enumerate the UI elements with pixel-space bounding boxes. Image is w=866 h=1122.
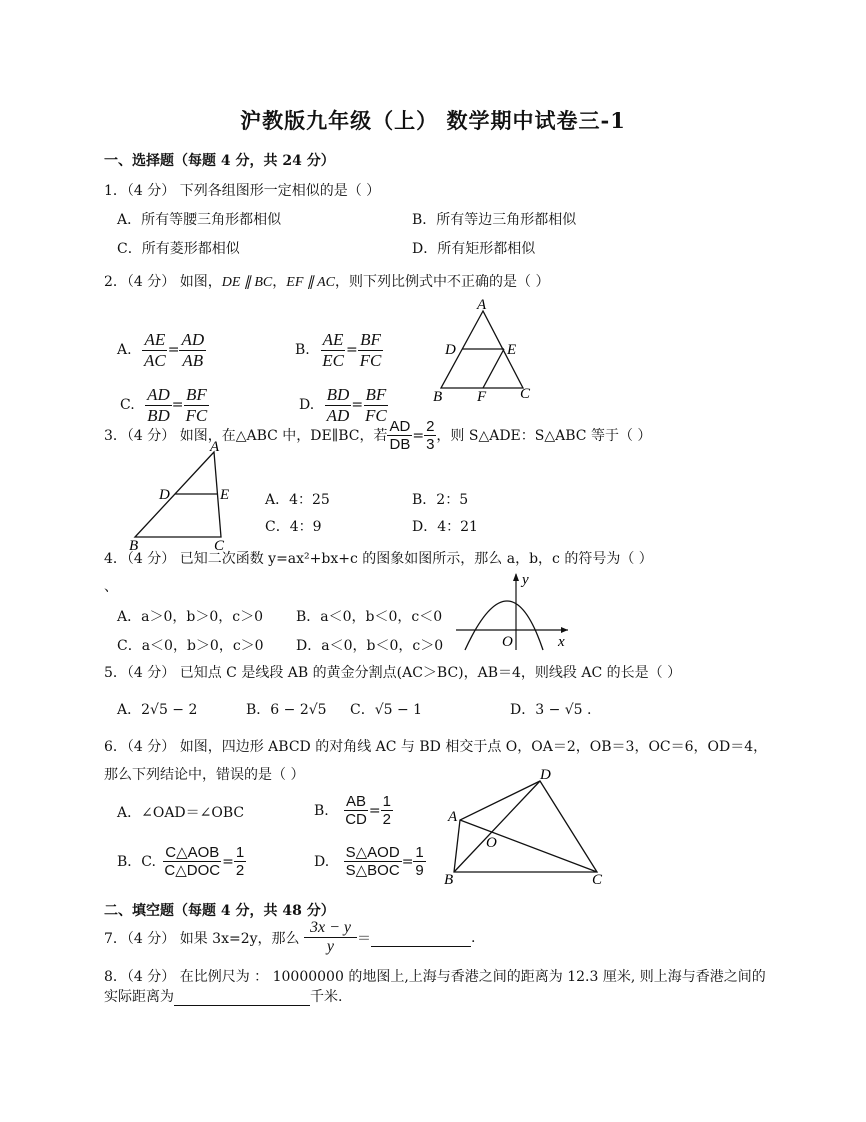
- q6-option-b[interactable]: B. $\frac{AB}{CD}$ = $\frac{1}{2}$: [314, 793, 391, 829]
- q8-answer-blank[interactable]: [174, 988, 310, 1006]
- diagonal-ac: [460, 820, 597, 872]
- frac-num: AD: [181, 330, 205, 349]
- q2-option-c-label: C.: [120, 397, 135, 414]
- frac-den: 3: [426, 436, 435, 454]
- q3-option-a[interactable]: A．4：25: [265, 492, 330, 508]
- frac-den: FC: [359, 350, 382, 370]
- point-label: A: [448, 809, 458, 825]
- q2-condition-2: EF ∥ AC: [286, 275, 336, 290]
- q6-option-c-label: B．C.: [117, 853, 156, 870]
- frac-num: AB: [346, 793, 367, 810]
- q2-stem-post: ，则下列比例式中不正确的是（ ）: [335, 274, 550, 290]
- q5-option-d[interactable]: D．3 − √5 .: [510, 702, 592, 718]
- q2-option-b[interactable]: [295, 330, 383, 370]
- q1-option-c[interactable]: C．所有菱形都相似: [117, 241, 240, 257]
- q1-option-b[interactable]: B．所有等边三角形都相似: [412, 212, 577, 228]
- segment-ef: [483, 349, 504, 388]
- q2-option-d-label: D.: [299, 397, 315, 414]
- q2-option-a[interactable]: [117, 330, 206, 370]
- point-label: A: [210, 440, 220, 455]
- q3-option-d[interactable]: D．4：21: [412, 519, 478, 535]
- q4-parabola-figure: [450, 570, 575, 652]
- q6-stem-line1: 6．（4 分） 如图，四边形 ABCD 的对角线 AC 与 BD 相交于点 O，OA＝2，OB＝3，OC＝6，OD＝4，: [104, 739, 768, 755]
- frac-den: AC: [144, 350, 166, 370]
- frac-den: AD: [326, 405, 350, 425]
- q4-option-c[interactable]: C．a＜0，b＞0，c＞0: [117, 638, 264, 654]
- axis-label: x: [558, 634, 565, 650]
- frac-den: CD: [345, 811, 367, 829]
- point-label: D: [159, 487, 170, 503]
- q3-triangle-figure: [125, 440, 245, 552]
- q8-line1: 8．（4 分） 在比例尺为 ： 10000000 的地图上,上海与香港之间的距离为 12.3 厘米, 则上海与香港之间的: [104, 969, 766, 985]
- q2-triangle-figure: [425, 295, 545, 405]
- q1-option-d[interactable]: D．所有矩形都相似: [412, 241, 536, 257]
- point-label: A: [477, 297, 487, 313]
- frac-num: 3x − y: [304, 919, 357, 938]
- equals-sign: =: [167, 342, 180, 359]
- frac-num: C△AOB: [165, 844, 220, 861]
- q5-option-a[interactable]: A．2√5 − 2: [117, 702, 198, 718]
- q6-stem-line2: 那么下列结论中，错误的是（ ）: [104, 767, 305, 783]
- q4-option-a[interactable]: A．a＞0，b＞0，c＞0: [117, 609, 263, 625]
- point-label: E: [220, 487, 230, 503]
- q4-stray-mark: 、: [104, 579, 118, 595]
- frac-den: 2: [382, 811, 391, 829]
- q3-stem: 3．（4 分） 如图，在△ABC 中，DE∥BC，若 $\frac{AD}{DB}$ = $\frac{2}{3}$ ，则 S△ADE：S△ABC 等于（ ）: [104, 418, 652, 454]
- frac-den: 9: [415, 862, 424, 880]
- frac-den: S△BOC: [345, 862, 400, 880]
- diagonal-bd: [454, 781, 540, 872]
- point-label: B: [444, 872, 454, 888]
- frac-num: AD: [389, 418, 411, 435]
- q2-option-b-label: B.: [295, 342, 310, 359]
- axis-label: O: [502, 634, 513, 650]
- q7-equals: ＝: [356, 930, 371, 947]
- frac-num: 2: [426, 418, 435, 435]
- q7-end: .: [470, 929, 476, 946]
- point-label: O: [486, 835, 497, 851]
- frac-den: DB: [389, 436, 411, 454]
- q7-stem: 7．（4 分） 如果 3x=2y，那么: [104, 930, 300, 947]
- q3-option-c[interactable]: C．4：9: [265, 519, 322, 535]
- frac-num: BF: [360, 330, 381, 349]
- point-label: C: [592, 872, 603, 888]
- q5-stem: 5．（4 分） 已知点 C 是线段 AB 的黄金分割点(AC＞BC)，AB＝4，则线段 AC 的长是（ ）: [104, 665, 682, 681]
- q8-line2: [104, 986, 342, 1006]
- q6-option-a[interactable]: A．∠OAD＝∠OBC: [117, 805, 245, 821]
- q6-option-c[interactable]: B．C. $\frac{\text{C△AOB}}{\text{C△DOC}}$ = $\frac{1}{2}$: [117, 844, 245, 880]
- point-label: C: [520, 386, 531, 402]
- q7-answer-blank[interactable]: [371, 928, 471, 947]
- point-label: C: [214, 538, 225, 552]
- frac-den: y: [326, 938, 335, 956]
- frac-num: AE: [144, 330, 166, 349]
- q8-line2-pre: 实际距离为: [104, 989, 174, 1005]
- q2-stem: 2．（4 分） 如图，DE ∥ BC，EF ∥ AC，则下列比例式中不正确的是（ ）: [104, 274, 550, 290]
- axis-label: y: [522, 572, 529, 588]
- y-axis-arrow: [513, 573, 519, 581]
- page-title: 沪教版九年级（上） 数学期中试卷三-1: [240, 108, 626, 133]
- frac-den: FC: [185, 405, 208, 425]
- frac-num: 1: [235, 844, 245, 861]
- frac-den: EC: [322, 350, 344, 370]
- frac-num: BF: [186, 385, 207, 404]
- q4-option-d[interactable]: D．a＜0，b＜0，c＞0: [296, 638, 444, 654]
- frac-den: FC: [365, 405, 387, 425]
- equals-sign: =: [171, 397, 184, 414]
- frac-num: AE: [322, 330, 344, 349]
- q1-stem: 1．（4 分） 下列各组图形一定相似的是（ ）: [104, 183, 381, 199]
- q6-option-d[interactable]: D. $\frac{\text{S△AOD}}{\text{S△BOC}}$ = $\frac{1}{9}$: [314, 844, 424, 880]
- point-label: B: [433, 389, 443, 405]
- q8-line2-post: 千米.: [310, 989, 343, 1005]
- frac-num: BD: [326, 385, 350, 404]
- frac-num: BF: [365, 385, 387, 404]
- x-axis-arrow: [561, 627, 568, 633]
- q4-option-b[interactable]: B．a＜0，b＜0，c＜0: [296, 609, 443, 625]
- q3-option-b[interactable]: B．2：5: [412, 492, 469, 508]
- section-fill-heading: 二、填空题（每题 4 分，共 48 分）: [104, 903, 335, 919]
- point-label: F: [477, 389, 487, 405]
- frac-den: 2: [235, 862, 245, 880]
- q1-option-a[interactable]: A．所有等腰三角形都相似: [117, 212, 282, 228]
- section-choice-heading: 一、选择题（每题 4 分，共 24 分）: [104, 153, 335, 169]
- frac-num: AD: [147, 385, 170, 404]
- q2-option-a-label: A.: [117, 342, 132, 359]
- frac-num: S△AOD: [345, 844, 400, 861]
- q3-stem-post: ，则 S△ADE：S△ABC 等于（ ）: [436, 427, 652, 444]
- frac-den: BD: [147, 405, 170, 425]
- q5-option-b[interactable]: B．6 − 2√5: [246, 702, 327, 718]
- frac-den: AB: [182, 350, 204, 370]
- q3-stem-pre: 3．（4 分） 如图，在△ABC 中，DE∥BC，若: [104, 427, 388, 444]
- equals-sign: =: [345, 342, 358, 359]
- q6-quadrilateral-figure: [440, 765, 615, 890]
- frac-num: 1: [415, 844, 424, 861]
- q7: [104, 919, 475, 957]
- frac-den: C△DOC: [164, 862, 221, 880]
- frac-num: 1: [382, 793, 391, 810]
- q2-condition-1: DE ∥ BC: [221, 275, 273, 290]
- q6-option-b-label: B.: [314, 802, 329, 819]
- point-label: D: [540, 767, 551, 783]
- point-label: E: [507, 342, 517, 358]
- q5-option-c[interactable]: C．√5 − 1: [350, 702, 423, 718]
- q6-option-d-label: D.: [314, 853, 330, 870]
- point-label: B: [129, 538, 139, 552]
- q4-stem: 4．（4 分） 已知二次函数 y=ax²+bx+c 的图象如图所示，那么 a，b，c 的符号为（ ）: [104, 551, 653, 567]
- q2-stem-pre: 2．（4 分） 如图，: [104, 274, 222, 290]
- equals-sign: =: [351, 397, 364, 414]
- point-label: D: [445, 342, 456, 358]
